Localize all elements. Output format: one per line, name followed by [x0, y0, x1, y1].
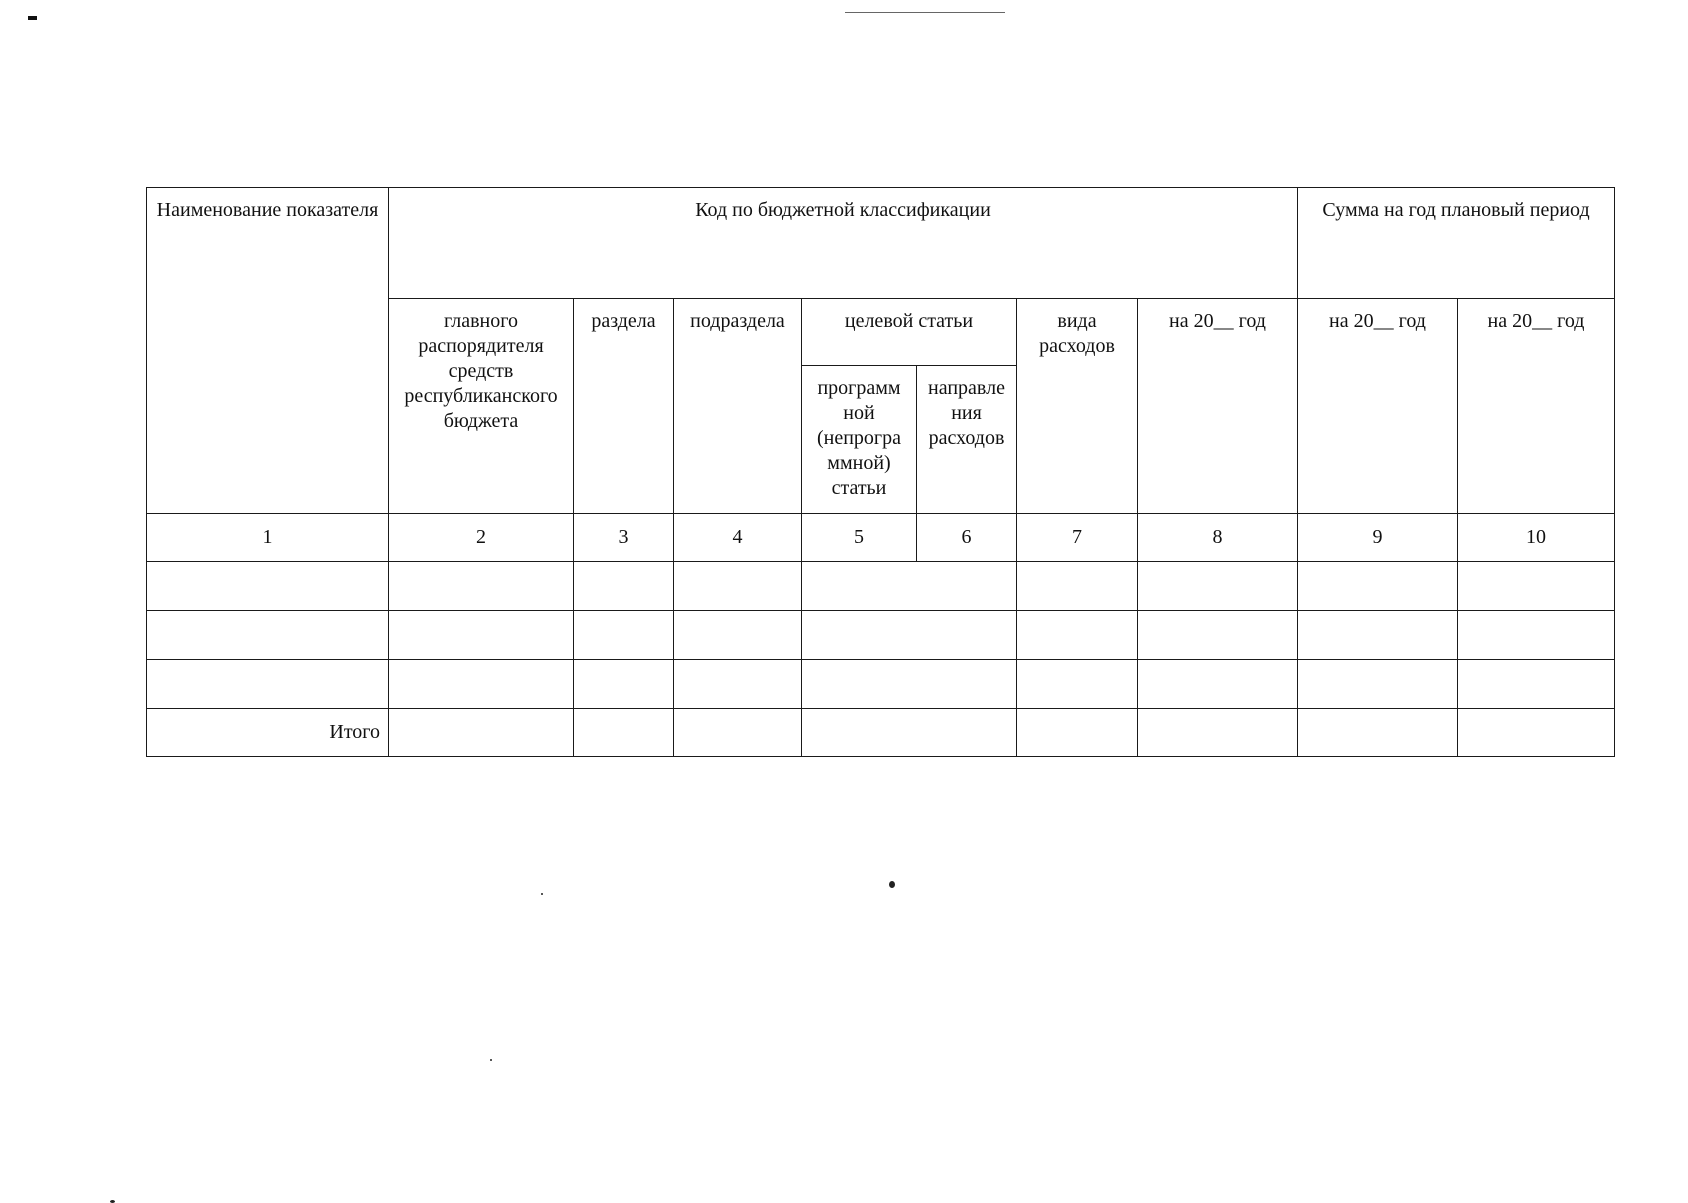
header-indicator-name: Наименование показателя [147, 188, 389, 514]
table-cell [802, 709, 1017, 757]
table-cell [674, 562, 802, 611]
table-row [147, 611, 1615, 660]
total-row [147, 709, 1615, 757]
column-number: 4 [674, 514, 802, 562]
table-cell [574, 709, 674, 757]
table-cell [802, 611, 1017, 660]
table-cell [1138, 562, 1298, 611]
header-sum-period: Сумма на год плановый период [1298, 188, 1615, 299]
column-number-row [147, 514, 1615, 562]
table-cell [1138, 709, 1298, 757]
table-cell [1298, 611, 1458, 660]
table-row [147, 660, 1615, 709]
table-cell [574, 562, 674, 611]
table-cell [1017, 709, 1138, 757]
table-cell [1458, 562, 1615, 611]
column-number: 6 [917, 514, 1017, 562]
table-cell [1298, 660, 1458, 709]
table-cell [1298, 709, 1458, 757]
scan-artifact [845, 12, 1005, 13]
column-number: 10 [1458, 514, 1615, 562]
header-year-1: на 20__ год [1138, 299, 1298, 514]
table-cell [1298, 562, 1458, 611]
header-expense-direction: направле ния расходов [917, 366, 1017, 514]
column-number: 8 [1138, 514, 1298, 562]
header-chief-manager: главного распорядителя средств республиканского бюджета [389, 299, 574, 514]
header-subsection: подраздела [674, 299, 802, 514]
budget-classification-table [146, 187, 1615, 757]
column-number: 9 [1298, 514, 1458, 562]
table-cell [674, 709, 802, 757]
table-cell [147, 660, 389, 709]
table-cell [1458, 709, 1615, 757]
table-cell [674, 611, 802, 660]
scan-speck [541, 893, 543, 895]
table-cell [1138, 660, 1298, 709]
table-cell [389, 562, 574, 611]
scan-speck [889, 881, 895, 888]
table-cell [674, 660, 802, 709]
table-cell [389, 660, 574, 709]
column-number: 2 [389, 514, 574, 562]
table-cell [802, 562, 1017, 611]
header-program-article: программ ной (непрогра ммной) статьи [802, 366, 917, 514]
header-budget-code: Код по бюджетной классификации [389, 188, 1298, 299]
table-row [147, 562, 1615, 611]
column-number: 5 [802, 514, 917, 562]
header-year-2: на 20__ год [1298, 299, 1458, 514]
scan-speck [490, 1059, 492, 1061]
header-expense-type: вида расходов [1017, 299, 1138, 514]
table-cell [802, 660, 1017, 709]
table-cell [147, 611, 389, 660]
column-number: 7 [1017, 514, 1138, 562]
table-cell [1458, 611, 1615, 660]
table-cell [574, 611, 674, 660]
table-cell [1017, 611, 1138, 660]
column-number: 1 [147, 514, 389, 562]
table-cell [1017, 660, 1138, 709]
table-cell [1138, 611, 1298, 660]
table-cell [389, 611, 574, 660]
header-year-3: на 20__ год [1458, 299, 1615, 514]
total-label: Итого [147, 709, 389, 757]
table-cell [147, 562, 389, 611]
table-cell [389, 709, 574, 757]
scan-artifact [28, 16, 37, 20]
column-number: 3 [574, 514, 674, 562]
table-cell [1458, 660, 1615, 709]
header-row-1 [147, 188, 1615, 299]
header-section: раздела [574, 299, 674, 514]
table-cell [574, 660, 674, 709]
header-target-article: целевой статьи [802, 299, 1017, 366]
table-cell [1017, 562, 1138, 611]
